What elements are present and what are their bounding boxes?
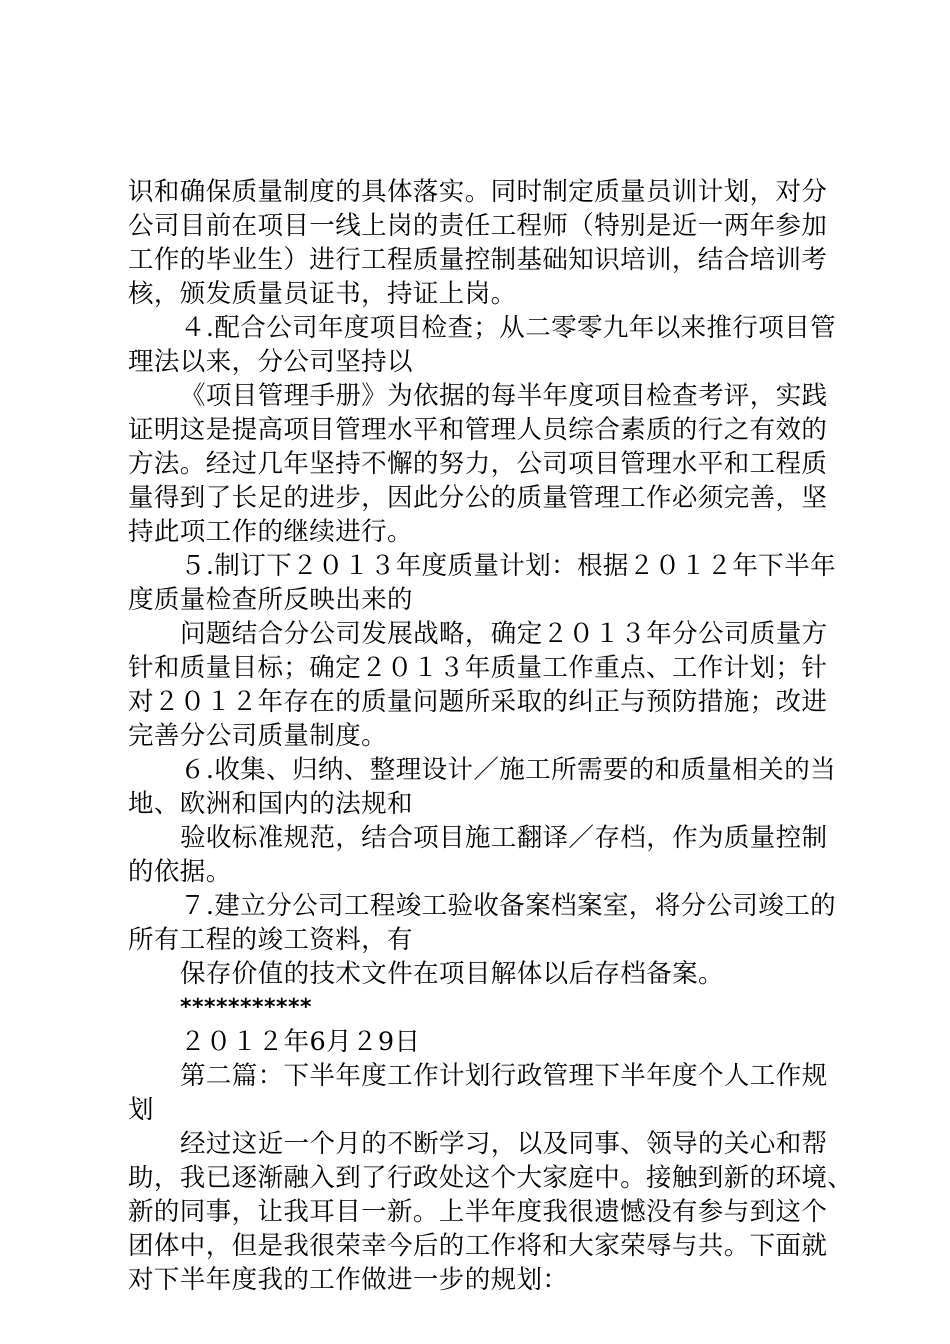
text-line: 验收标准规范，结合项目施工翻译／存档，作为质量控制 xyxy=(180,823,828,853)
text-line: 持此项工作的继续进行。 xyxy=(128,517,413,547)
text-line: 团体中，但是我很荣幸今后的工作将和大家荣辱与共。下面就 xyxy=(128,1231,828,1261)
text-line: 所有工程的竣工资料，有 xyxy=(128,925,413,955)
text-line: 地、欧洲和国内的法规和 xyxy=(128,789,413,819)
separator-stars: *********** xyxy=(180,995,313,1020)
text-line: 度质量检查所反映出来的 xyxy=(128,585,413,615)
text-line: 方法。经过几年坚持不懈的努力，公司项目管理水平和工程质 xyxy=(128,449,828,479)
text-line: ６.收集、归纳、整理设计／施工所需要的和质量相关的当 xyxy=(180,755,837,785)
text-line: 对下半年度我的工作做进一步的规划： xyxy=(128,1265,569,1295)
text-line: 经过这近一个月的不断学习，以及同事、领导的关心和帮 xyxy=(180,1129,828,1159)
text-line: ７.建立分公司工程竣工验收备案档案室，将分公司竣工的 xyxy=(180,891,837,921)
text-line: 量得到了长足的进步，因此分公的质量管理工作必须完善，坚 xyxy=(128,483,828,513)
text-line: 证明这是提高项目管理水平和管理人员综合素质的行之有效的 xyxy=(128,415,828,445)
text-line: 问题结合分公司发展战略，确定２０１３年分公司质量方 xyxy=(180,619,828,649)
text-line: 对２０１２年存在的质量问题所采取的纠正与预防措施；改进 xyxy=(128,687,828,717)
text-line: 公司目前在项目一线上岗的责任工程师（特别是近一两年参加 xyxy=(128,211,828,241)
date-line: ２０１２年6月２9日 xyxy=(180,1027,421,1057)
text-line: 工作的毕业生）进行工程质量控制基础知识培训，结合培训考 xyxy=(128,245,828,275)
text-line: 完善分公司质量制度。 xyxy=(128,721,388,751)
section-heading-continuation: 划 xyxy=(128,1095,154,1125)
text-line: 核，颁发质量员证书，持证上岗。 xyxy=(128,279,517,309)
text-line: 理法以来，分公司坚持以 xyxy=(128,347,413,377)
text-line: 的依据。 xyxy=(128,857,232,887)
text-line: 《项目管理手册》为依据的每半年度项目检查考评，实践 xyxy=(180,381,828,411)
text-line: ４.配合公司年度项目检查；从二零零九年以来推行项目管 xyxy=(180,313,837,343)
text-line: 保存价值的技术文件在项目解体以后存档备案。 xyxy=(180,959,724,989)
text-line: 助，我已逐渐融入到了行政处这个大家庭中。接触到新的环境、 xyxy=(128,1163,854,1193)
text-line: 识和确保质量制度的具体落实。同时制定质量员训计划，对分 xyxy=(128,177,828,207)
section-heading: 第二篇：下半年度工作计划行政管理下半年度个人工作规 xyxy=(180,1061,828,1091)
text-line: ５.制订下２０１３年度质量计划：根据２０１２年下半年 xyxy=(180,551,837,581)
text-line: 新的同事，让我耳目一新。上半年度我很遗憾没有参与到这个 xyxy=(128,1197,828,1227)
text-line: 针和质量目标；确定２０１３年质量工作重点、工作计划；针 xyxy=(128,653,828,683)
